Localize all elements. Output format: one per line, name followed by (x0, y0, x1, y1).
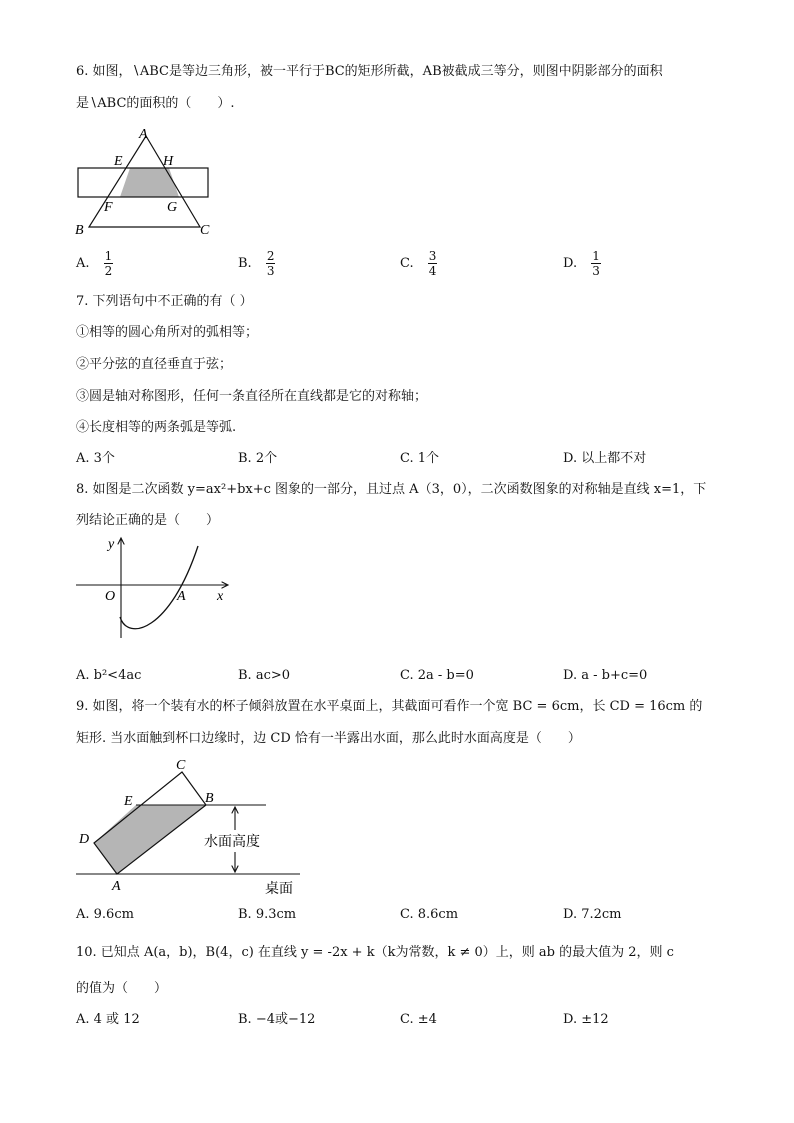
q8-option-c[interactable]: C. 2a - b=0 (400, 668, 474, 683)
q10-option-a[interactable]: A. 4 或 12 (76, 1012, 140, 1027)
q9-label-A: A (112, 879, 121, 894)
q10-option-c[interactable]: C. ±4 (400, 1012, 437, 1027)
q10-option-b[interactable]: B. −4或−12 (238, 1012, 316, 1027)
q9-stem-line1: 9. 如图，将一个装有水的杯子倾斜放置在水平桌面上，其截面可看作一个宽 BC = 6cm，长 CD = 16cm 的 (76, 699, 703, 714)
q6-label-A: A (139, 127, 148, 142)
q8-parabola-curve (120, 546, 198, 629)
q10-stem-line1: 10. 已知点 A(a，b)，B(4，c) 在直线 y = -2x + k（k为常数，k ≠ 0）上，则 ab 的最大值为 2，则 c (76, 945, 674, 960)
q9-water-region (94, 805, 206, 874)
q7-option-b[interactable]: B. 2个 (238, 451, 278, 466)
q8-stem-line1: 8. 如图是二次函数 y=ax²+bx+c 图象的一部分，且过点 A（3，0），二次函数图象的对称轴是直线 x=1，下 (76, 482, 707, 497)
q6-shaded-region (120, 168, 179, 197)
q9-label-C: C (176, 758, 186, 773)
q8-option-a[interactable]: A. b²<4ac (76, 668, 142, 683)
q9-option-d[interactable]: D. 7.2cm (563, 907, 622, 922)
q10-stem-line2: 的值为（ ） (76, 981, 168, 996)
q6-option-d-denominator: 3 (592, 264, 600, 278)
q6-option-c-denominator: 4 (428, 264, 437, 278)
q9-label-table: 桌面 (265, 882, 293, 897)
q9-option-c[interactable]: C. 8.6cm (400, 907, 459, 922)
q7-statement-3: ③圆是轴对称图形，任何一条直径所在直线都是它的对称轴； (76, 389, 428, 404)
q9-label-water-height: 水面高度 (204, 835, 260, 850)
q6-option-c-numerator: 3 (428, 249, 437, 263)
q6-option-d-numerator: 1 (592, 249, 600, 263)
q6-option-b-denominator: 3 (266, 264, 275, 278)
q6-option-c-fraction (428, 249, 438, 278)
q8-label-y: y (108, 537, 115, 552)
q7-statement-2: ②平分弦的直径垂直于弦； (76, 357, 233, 372)
q6-label-B: B (75, 223, 84, 238)
q6-option-b-fraction (266, 249, 276, 278)
q6-label-C: C (200, 223, 210, 238)
q6-option-d-label: D. (563, 256, 578, 271)
q8-parabola-figure (70, 534, 236, 640)
q6-stem-line1: 6. 如图，∖ABC是等边三角形，被一平行于BC的矩形所截，AB被截成三等分，则图中阴影部分的面积 (76, 64, 663, 79)
q7-option-c[interactable]: C. 1个 (400, 451, 440, 466)
q6-option-a[interactable] (76, 249, 113, 278)
q7-stem: 7. 下列语句中不正确的有（ ） (76, 294, 253, 309)
q9-cup-figure (70, 752, 305, 900)
q6-label-F: F (104, 200, 113, 215)
q6-label-E: E (114, 154, 123, 169)
q6-option-a-numerator: 1 (104, 249, 113, 263)
q6-option-a-label: A. (76, 256, 90, 271)
q6-option-a-denominator: 2 (104, 264, 113, 278)
q6-option-b-label: B. (238, 256, 252, 271)
q9-option-a[interactable]: A. 9.6cm (76, 907, 134, 922)
q7-statement-1: ①相等的圆心角所对的弧相等； (76, 325, 259, 340)
q6-option-d-fraction (591, 249, 601, 278)
q8-label-x: x (217, 589, 224, 604)
q7-option-d[interactable]: D. 以上都不对 (563, 451, 647, 466)
q6-option-b[interactable] (238, 249, 275, 278)
q6-option-c[interactable] (400, 249, 437, 278)
q8-stem-line2: 列结论正确的是（ ） (76, 513, 220, 528)
q6-option-d[interactable] (563, 249, 601, 278)
q9-option-b[interactable]: B. 9.3cm (238, 907, 297, 922)
q9-label-B: B (205, 791, 214, 806)
q8-option-b[interactable]: B. ac>0 (238, 668, 291, 683)
q8-label-A: A (177, 589, 186, 604)
q9-label-E: E (124, 794, 133, 809)
q6-label-H: H (163, 154, 174, 169)
q8-option-d[interactable]: D. a - b+c=0 (563, 668, 648, 683)
q6-label-G: G (167, 200, 178, 215)
q9-stem-line2: 矩形. 当水面触到杯口边缘时，边 CD 恰有一半露出水面，那么此时水面高度是（ ） (76, 731, 581, 746)
q7-option-a[interactable]: A. 3个 (76, 451, 115, 466)
q6-option-a-fraction (104, 249, 114, 278)
q8-label-O: O (105, 589, 116, 604)
q9-label-D: D (79, 832, 90, 847)
q6-triangle-figure (70, 122, 220, 238)
q6-stem-line2: 是∖ABC的面积的（ ）. (76, 96, 235, 111)
q6-option-b-numerator: 2 (266, 249, 275, 263)
q7-statement-4: ④长度相等的两条弧是等弧. (76, 420, 237, 435)
q10-option-d[interactable]: D. ±12 (563, 1012, 609, 1027)
q6-option-c-label: C. (400, 256, 414, 271)
